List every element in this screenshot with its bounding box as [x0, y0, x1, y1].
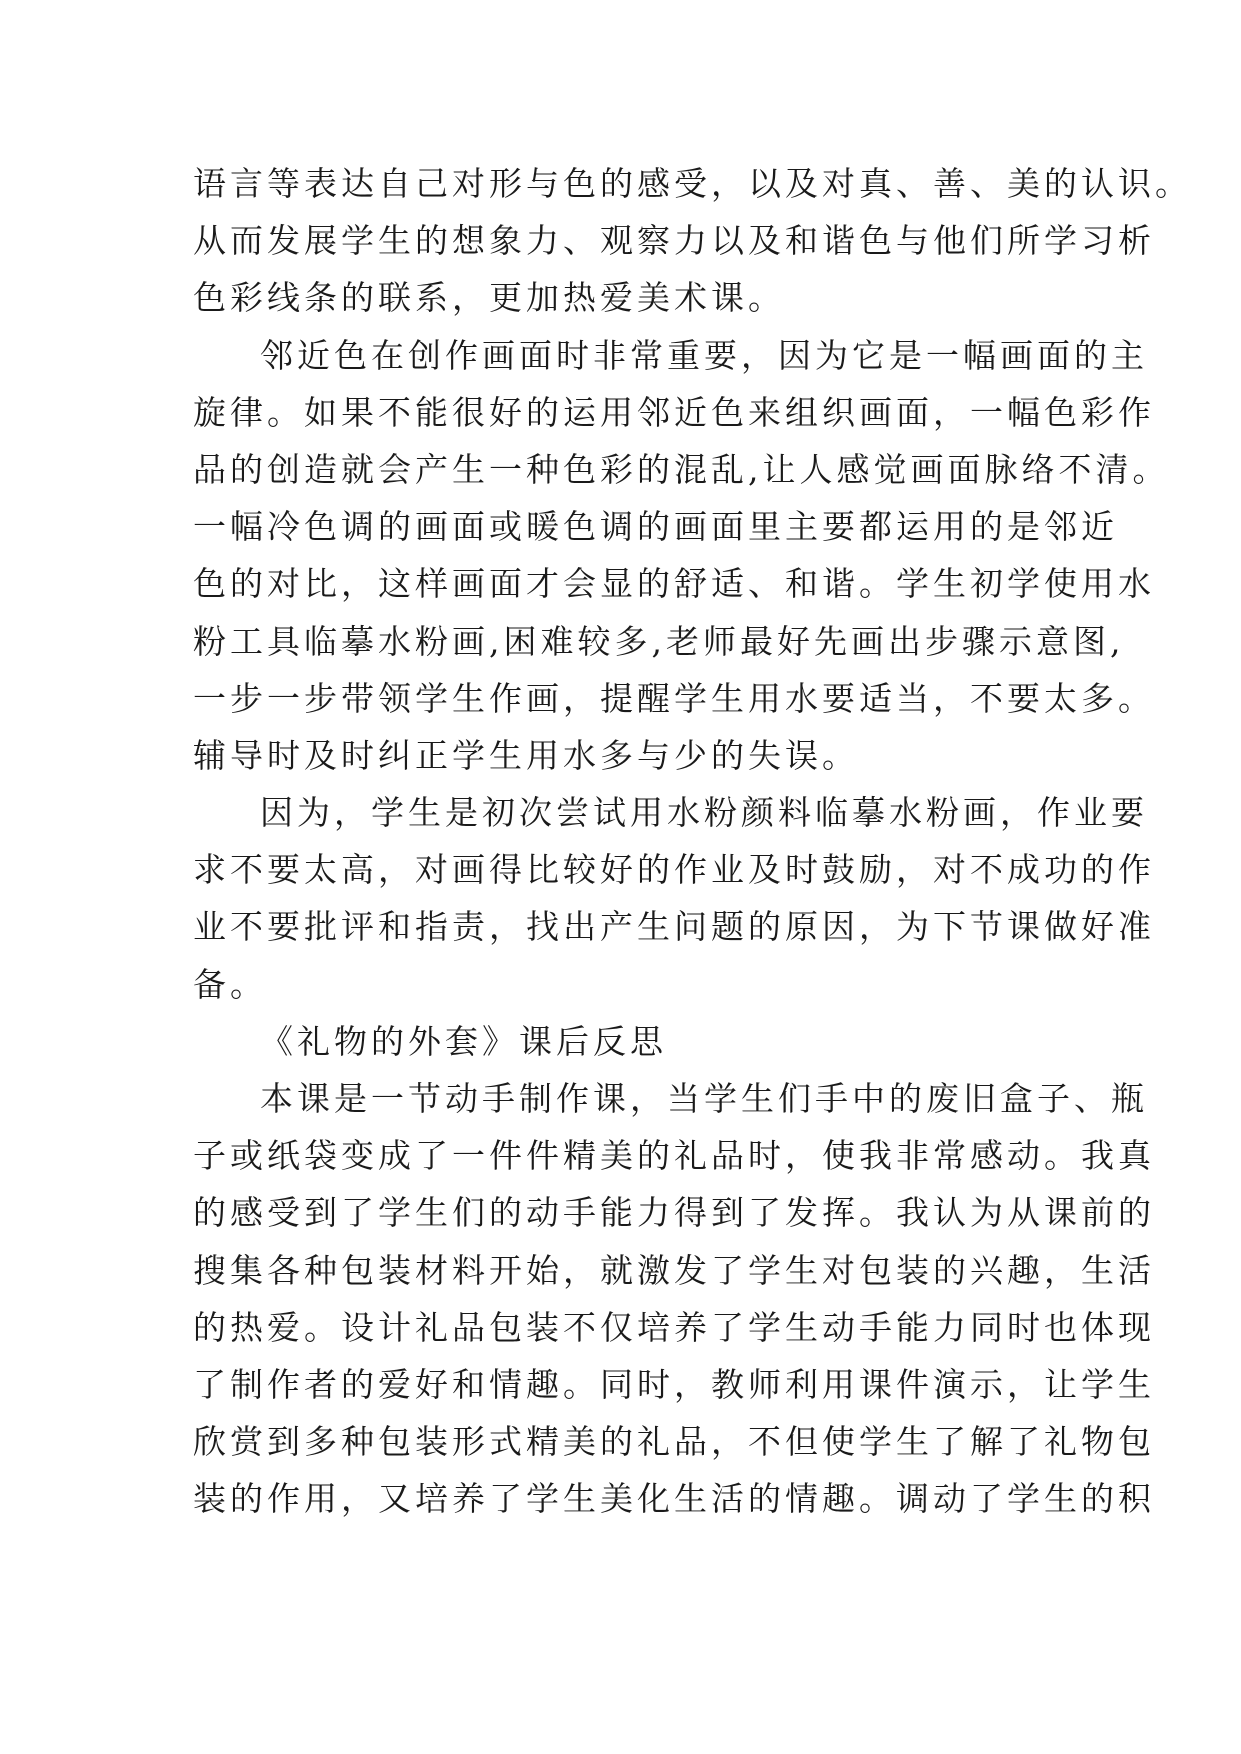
section-title: 《礼物的外套》课后反思: [260, 1021, 667, 1061]
text-line: 业不要批评和指责，找出产生问题的原因，为下节课做好准: [193, 907, 1155, 947]
paragraph-start-line: 因为，学生是初次尝试用水粉颜料临摹水粉画，作业要: [260, 793, 1148, 833]
text-line: 装的作用，又培养了学生美化生活的情趣。调动了学生的积: [193, 1479, 1155, 1519]
text-line: 旋律。如果不能很好的运用邻近色来组织画面，一幅色彩作: [193, 392, 1155, 432]
text-line: 色彩线条的联系，更加热爱美术课。: [193, 278, 785, 318]
text-line: 了制作者的爱好和情趣。同时，教师利用课件演示，让学生: [193, 1364, 1155, 1404]
text-line: 求不要太高，对画得比较好的作业及时鼓励，对不成功的作: [193, 850, 1155, 890]
text-line: 辅导时及时纠正学生用水多与少的失误。: [193, 735, 859, 775]
text-line: 一幅冷色调的画面或暖色调的画面里主要都运用的是邻近: [193, 507, 1118, 547]
text-line: 语言等表达自己对形与色的感受，以及对真、善、美的认识。: [193, 164, 1192, 203]
text-line: 欣赏到多种包装形式精美的礼品，不但使学生了解了礼物包: [193, 1422, 1155, 1462]
document-body: [193, 155, 1192, 1528]
text-line: 色的对比，这样画面才会显的舒适、和谐。学生初学使用水: [193, 564, 1155, 604]
text-line: 备。: [193, 964, 267, 1004]
text-line: 从而发展学生的想象力、观察力以及和谐色与他们所学习析: [193, 221, 1155, 261]
paragraph-start-line: 本课是一节动手制作课，当学生们手中的废旧盒子、瓶: [260, 1079, 1148, 1118]
text-line: 搜集各种包装材料开始，就激发了学生对包装的兴趣，生活: [193, 1250, 1155, 1290]
paragraph-start-line: 邻近色在创作画面时非常重要，因为它是一幅画面的主: [260, 335, 1148, 375]
text-line: 粉工具临摹水粉画,困难较多,老师最好先画出步骤示意图,: [193, 621, 1125, 661]
text-line: 品的创造就会产生一种色彩的混乱,让人感觉画面脉络不清。: [193, 449, 1170, 489]
text-line: 一步一步带领学生作画，提醒学生用水要适当，不要太多。: [193, 678, 1155, 718]
text-line: 的热爱。设计礼品包装不仅培养了学生动手能力同时也体现: [193, 1307, 1155, 1347]
text-line: 子或纸袋变成了一件件精美的礼品时，使我非常感动。我真: [193, 1136, 1155, 1176]
text-line: 的感受到了学生们的动手能力得到了发挥。我认为从课前的: [193, 1193, 1155, 1233]
